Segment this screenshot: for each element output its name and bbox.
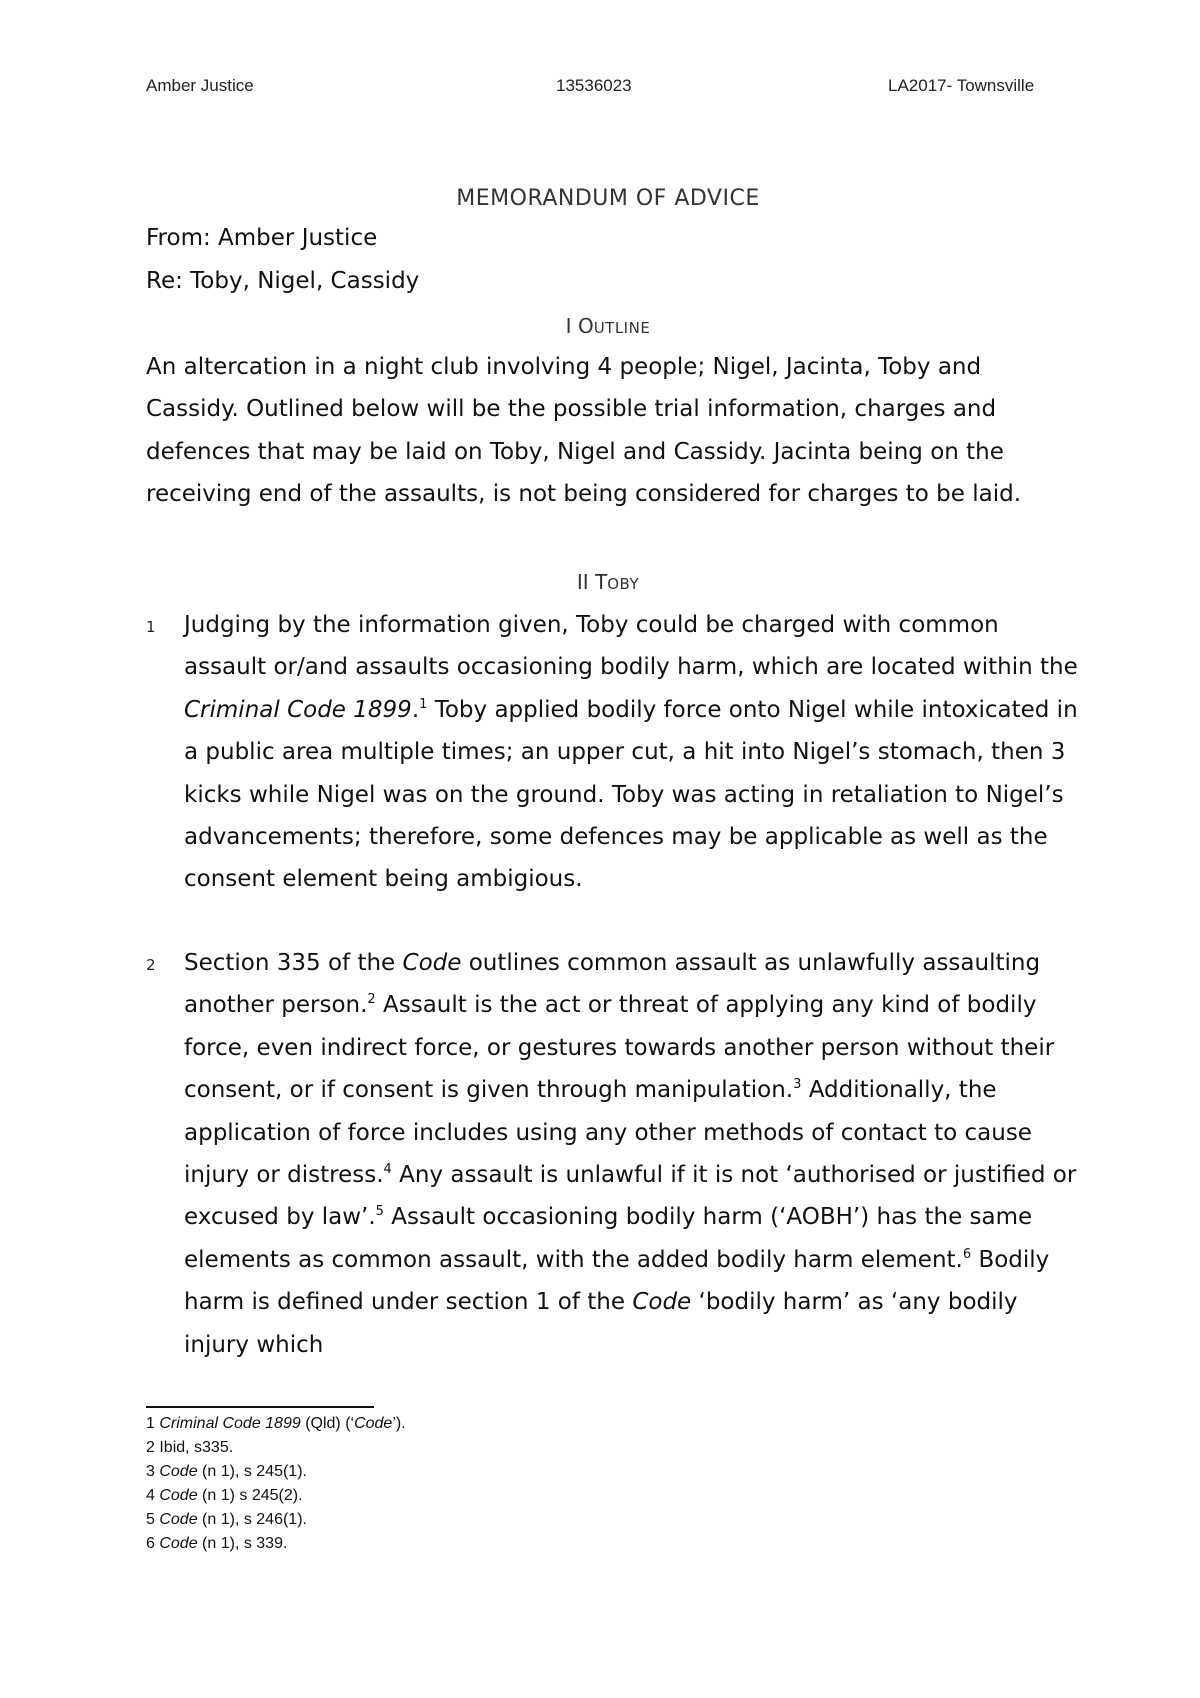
paragraph-text: Judging by the information given, Toby could be charged with common assault or/and assaults occasioning bodily harm, which are located within the Criminal Code 1899.$^1$ Toby applied bodily force onto Nigel while intoxicated in a public area multiple times; an upper cut, a hit into Nigel’s stomach, then 3 kicks while Nigel was on the ground. Toby was acting in retaliation to Nigel’s advancements; therefore, some defences may be applicable as well as the consent element being ambigious.	[184, 612, 1078, 893]
header-author: Amber Justice	[146, 76, 254, 95]
memo-title: MEMORANDUM OF ADVICE	[456, 186, 760, 211]
paragraph-number: 2	[146, 956, 156, 974]
footnote: 3 Code (n 1), s 245(1).	[146, 1463, 307, 1480]
footnote-ref: 1	[419, 696, 428, 712]
footnote-ref: 5	[375, 1204, 384, 1220]
footnote-ref: 6	[962, 1246, 972, 1262]
footnote: 6 Code (n 1), s 339.	[146, 1535, 288, 1552]
section-heading-outline: I OUTLINE	[565, 314, 651, 338]
paragraph-number: 1	[146, 618, 156, 636]
footnote: 4 Code (n 1) s 245(2).	[146, 1487, 303, 1504]
footnote-ref: 3	[793, 1077, 802, 1093]
footnote: 5 Code (n 1), s 246(1).	[146, 1511, 307, 1528]
footnotes	[146, 1412, 746, 1556]
header-student-id: 13536023	[556, 76, 632, 95]
section-heading-toby: II TOBY	[576, 570, 640, 594]
footnote-ref: 2	[367, 992, 376, 1008]
footnote: 1 Criminal Code 1899 (Qld) (‘Code’).	[146, 1415, 406, 1432]
memo-re: Re: Toby, Nigel, Cassidy	[146, 268, 420, 294]
footnote-ref: 4	[383, 1162, 392, 1178]
footnote: 2 Ibid, s335.	[146, 1439, 234, 1456]
intro-paragraph: An altercation in a night club involving 4 people; Nigel, Jacinta, Toby and Cassidy. Outlined below will be the possible trial information, charges and defences that may be laid on Toby, Nigel and Cassidy. Jacinta being on the receiving end of the assaults, is not being considered for charges to be laid.	[146, 354, 1022, 508]
footnote-separator	[146, 1406, 374, 1408]
memo-from: From: Amber Justice	[146, 225, 378, 251]
header-course: LA2017- Townsville	[888, 76, 1035, 95]
paragraph-text: Section 335 of the Code outlines common assault as unlawfully assaulting another person.$^2$ Assault is the act or threat of applying any kind of bodily force, even indirect force, or gestures towards another person without their consent, or if consent is given through manipulation.$^3$ Additionally, the application of force includes using any other methods of contact to cause injury or distress.$^4$ Any assault is unlawful if it is not ‘authorised or justified or excused by law’.$^5$ Assault occasioning bodily harm (‘AOBH’) has the same elements as common assault, with the added bodily harm element.$^6$ Bodily harm is defined under section 1 of the Code ‘bodily harm’ as ‘any bodily injury which	[184, 950, 1077, 1358]
